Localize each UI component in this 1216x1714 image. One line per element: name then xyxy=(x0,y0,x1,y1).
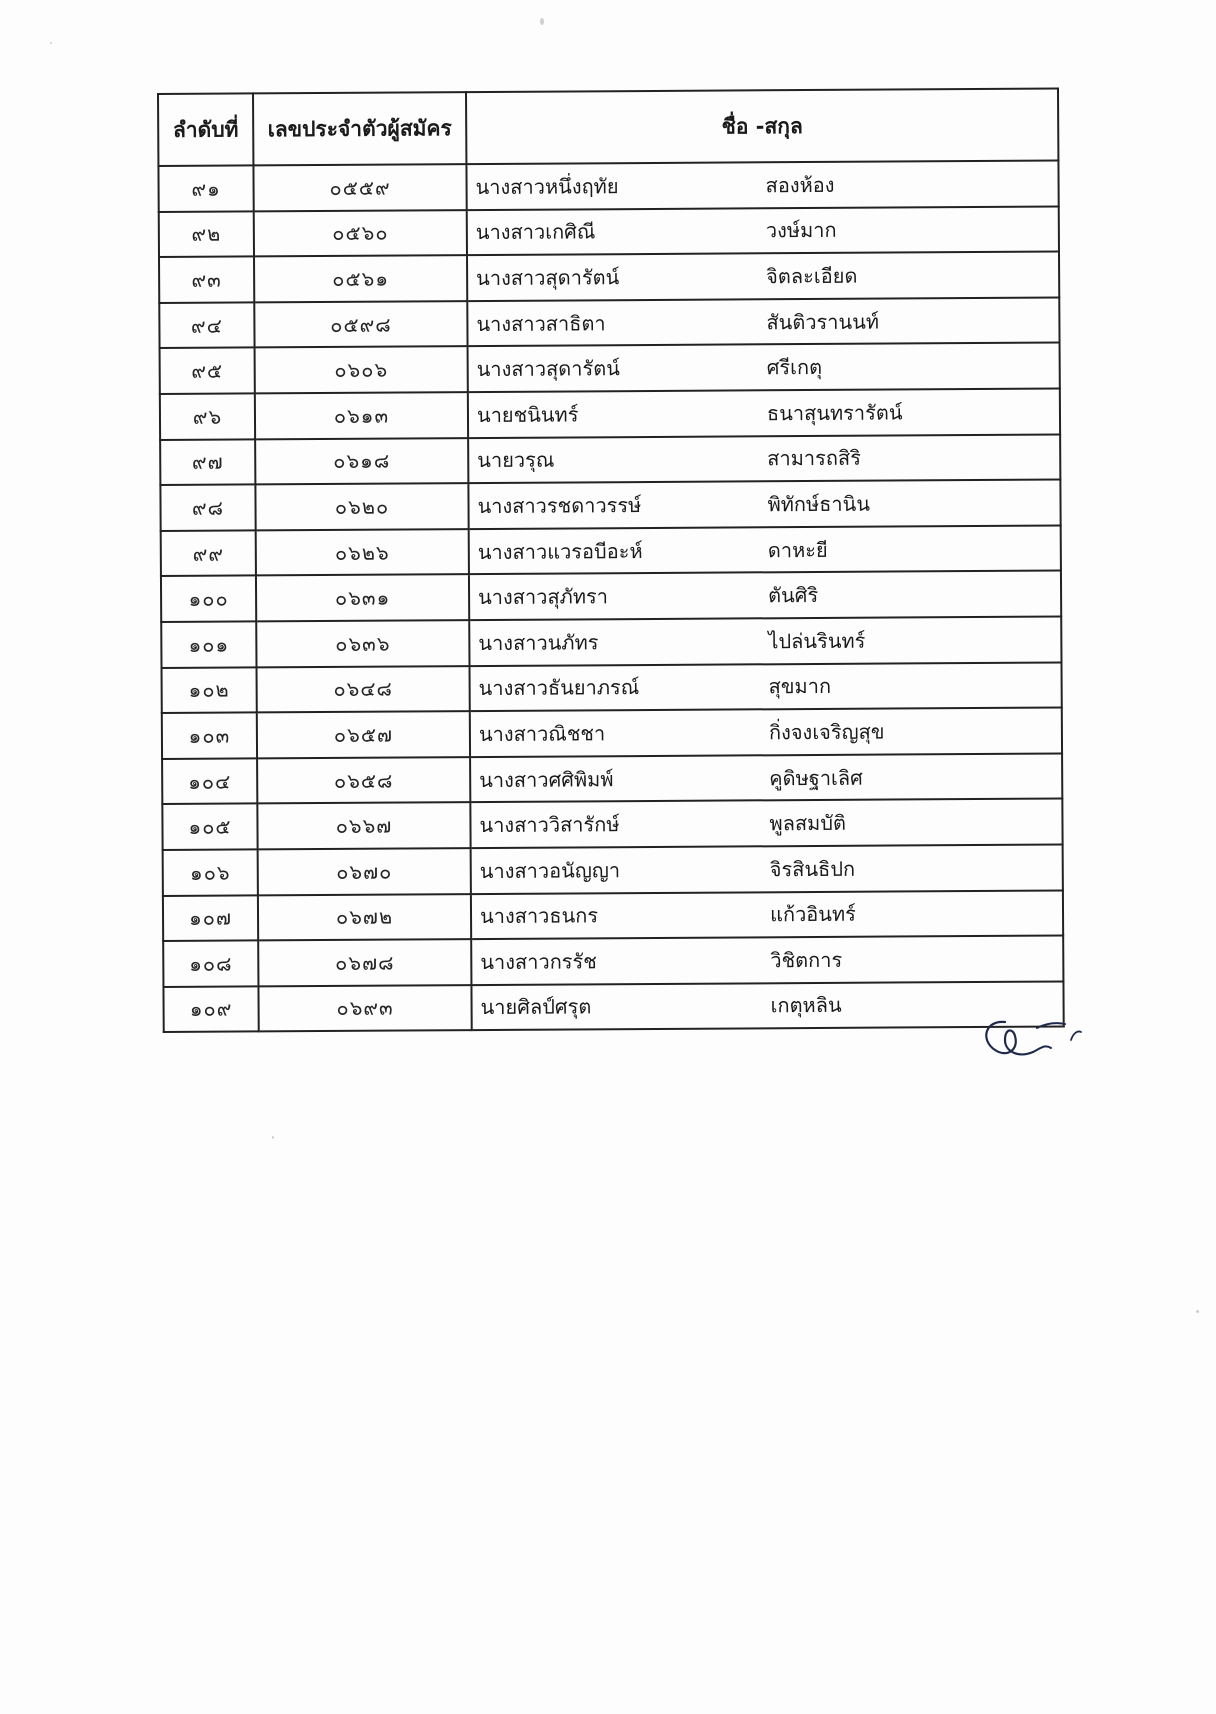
table-row xyxy=(160,480,1060,531)
table-body xyxy=(158,160,1063,1032)
first-name: นางสาวสุดารัตน์ xyxy=(476,356,620,382)
table-row xyxy=(159,206,1059,257)
header-row xyxy=(158,88,1058,165)
table-row xyxy=(160,343,1060,394)
full-name-cell xyxy=(469,571,1061,620)
applicant-id-cell: ๐๖๓๑ xyxy=(256,574,469,621)
order-cell: ๙๓ xyxy=(159,257,254,303)
applicant-id-cell: ๐๖๓๖ xyxy=(256,620,469,667)
applicant-id-cell: ๐๖๑๓ xyxy=(255,392,468,439)
full-name-cell xyxy=(470,662,1062,711)
table-row xyxy=(163,936,1063,987)
last-name: พิทักษ์ธานิน xyxy=(767,491,871,517)
applicant-id-cell: ๐๕๙๘ xyxy=(254,301,467,348)
last-name: วิชิตการ xyxy=(770,947,843,973)
applicant-id-cell: ๐๕๖๐ xyxy=(254,210,467,257)
full-name-cell xyxy=(466,160,1058,209)
order-cell: ๑๐๓ xyxy=(162,713,257,759)
order-cell: ๑๐๕ xyxy=(162,804,257,850)
applicant-id-cell: ๐๖๕๗ xyxy=(257,711,470,758)
last-name: กิ่งจงเจริญสุข xyxy=(768,719,885,745)
first-name: นางสาวกรรัช xyxy=(480,949,597,974)
last-name: แก้วอินทร์ xyxy=(769,902,856,927)
applicant-id-cell: ๐๖๗๐ xyxy=(258,848,471,895)
table-row xyxy=(159,252,1059,303)
last-name: ตันศิริ xyxy=(768,583,819,608)
order-cell: ๑๐๙ xyxy=(163,986,258,1032)
last-name: ดาหะยี xyxy=(767,537,828,562)
order-cell: ๑๐๑ xyxy=(161,621,256,667)
table-row xyxy=(162,662,1062,713)
last-name: วงษ์มาก xyxy=(765,218,837,243)
scan-speck xyxy=(1196,1310,1199,1313)
full-name-cell xyxy=(467,206,1059,255)
full-name-cell xyxy=(470,753,1062,802)
scan-speck xyxy=(50,42,52,44)
last-name: พูลสมบัติ xyxy=(769,810,847,836)
last-name: เกตุหลิน xyxy=(770,993,842,1018)
order-cell: ๑๐๗ xyxy=(163,895,258,941)
first-name: นางสาวธันยาภรณ์ xyxy=(478,675,640,701)
table-row xyxy=(160,388,1060,439)
signature-mark xyxy=(975,1010,1090,1065)
last-name: สามารถสิริ xyxy=(767,446,861,471)
last-name: สองห้อง xyxy=(765,172,835,198)
order-cell: ๙๙ xyxy=(161,530,256,576)
first-name: นางสาวหนึ่งฤทัย xyxy=(475,173,619,199)
applicant-id-cell: ๐๖๒๐ xyxy=(255,483,468,530)
last-name: จิตละเอียด xyxy=(766,263,858,289)
full-name-cell xyxy=(471,936,1063,985)
table-row xyxy=(161,616,1061,667)
full-name-cell xyxy=(469,525,1061,574)
full-name-cell xyxy=(469,616,1061,665)
table-row xyxy=(160,434,1060,485)
full-name-cell xyxy=(468,434,1060,483)
table-row xyxy=(158,160,1058,211)
applicant-id-cell: ๐๖๕๘ xyxy=(257,757,470,804)
full-name-cell xyxy=(471,890,1063,939)
first-name: นางสาวสุภัทรา xyxy=(478,584,609,610)
order-cell: ๙๔ xyxy=(159,302,254,348)
applicant-id-cell: ๐๖๗๘ xyxy=(258,939,471,986)
first-name: นางสาววิสารักษ์ xyxy=(479,812,620,838)
order-cell: ๙๒ xyxy=(159,211,254,257)
last-name: ศรีเกตุ xyxy=(766,355,823,380)
table-row xyxy=(162,708,1062,759)
table-row xyxy=(163,844,1063,895)
last-name: ธนาสุนทรารัตน์ xyxy=(766,400,903,426)
table-row xyxy=(161,571,1061,622)
first-name: นางสาวรชดาวรรษ์ xyxy=(477,493,642,519)
header-applicant-id: เลขประจำตัวผู้สมัคร xyxy=(253,92,466,165)
applicant-id-cell: ๐๖๙๓ xyxy=(258,985,471,1032)
header-order: ลำดับที่ xyxy=(158,93,253,166)
order-cell: ๙๑ xyxy=(158,165,253,211)
table-row xyxy=(163,890,1063,941)
full-name-cell xyxy=(468,480,1060,529)
first-name: นางสาวอนัญญา xyxy=(479,857,621,883)
first-name: นางสาวนภัทร xyxy=(478,630,599,655)
order-cell: ๙๗ xyxy=(160,439,255,485)
full-name-cell xyxy=(468,388,1060,437)
last-name: สันติวรานนท์ xyxy=(766,309,880,334)
applicant-id-cell: ๐๖๖๗ xyxy=(257,802,470,849)
first-name: นางสาวณิชชา xyxy=(478,721,606,746)
full-name-cell xyxy=(471,844,1063,893)
table-row xyxy=(162,753,1062,804)
full-name-cell xyxy=(470,708,1062,757)
first-name: นางสาวธนกร xyxy=(479,903,599,929)
applicant-id-cell: ๐๖๐๖ xyxy=(255,346,468,393)
order-cell: ๙๘ xyxy=(160,485,255,531)
applicant-id-cell: ๐๖๑๘ xyxy=(255,438,468,485)
table-row xyxy=(162,799,1062,850)
order-cell: ๙๖ xyxy=(160,393,255,439)
order-cell: ๑๐๘ xyxy=(163,940,258,986)
applicant-id-cell: ๐๖๒๖ xyxy=(256,529,469,576)
applicant-table xyxy=(157,87,1065,1033)
last-name: คูดิษฐาเลิศ xyxy=(769,765,863,790)
order-cell: ๑๐๖ xyxy=(163,849,258,895)
first-name: นางสาวศศิพิมพ์ xyxy=(479,766,614,792)
order-cell: ๙๕ xyxy=(160,348,255,394)
first-name: นางสาวแวรอบีอะห์ xyxy=(477,538,643,564)
table-row xyxy=(161,525,1061,576)
last-name: จิรสินธิปก xyxy=(769,856,856,881)
order-cell: ๑๐๔ xyxy=(162,758,257,804)
table-header xyxy=(158,88,1058,165)
applicant-id-cell: ๐๖๔๘ xyxy=(257,666,470,713)
first-name: นางสาวสุดารัตน์ xyxy=(476,265,620,291)
header-full-name: ชื่อ -สกุล xyxy=(466,88,1058,164)
full-name-cell xyxy=(468,343,1060,392)
last-name: ไปล่นรินทร์ xyxy=(768,628,866,654)
full-name-cell xyxy=(470,799,1062,848)
full-name-cell xyxy=(467,252,1059,301)
scan-speck xyxy=(272,1136,274,1139)
first-name: นายวรุณ xyxy=(477,447,555,473)
table-row xyxy=(159,297,1059,348)
applicant-id-cell: ๐๖๗๒ xyxy=(258,894,471,941)
first-name: นางสาวสาธิตา xyxy=(476,310,606,336)
full-name-cell xyxy=(467,297,1059,346)
applicant-id-cell: ๐๕๖๑ xyxy=(254,255,467,302)
table-row xyxy=(163,981,1063,1032)
last-name: สุขมาก xyxy=(768,674,832,699)
first-name: นายชนินทร์ xyxy=(476,402,579,427)
first-name: นายศิลป์ศรุต xyxy=(480,994,592,1020)
scan-speck xyxy=(540,18,544,25)
order-cell: ๑๐๐ xyxy=(161,576,256,622)
applicant-id-cell: ๐๕๕๙ xyxy=(253,164,466,211)
roster-sheet xyxy=(157,88,1063,1034)
order-cell: ๑๐๒ xyxy=(162,667,257,713)
first-name: นางสาวเกศิณี xyxy=(475,219,596,245)
